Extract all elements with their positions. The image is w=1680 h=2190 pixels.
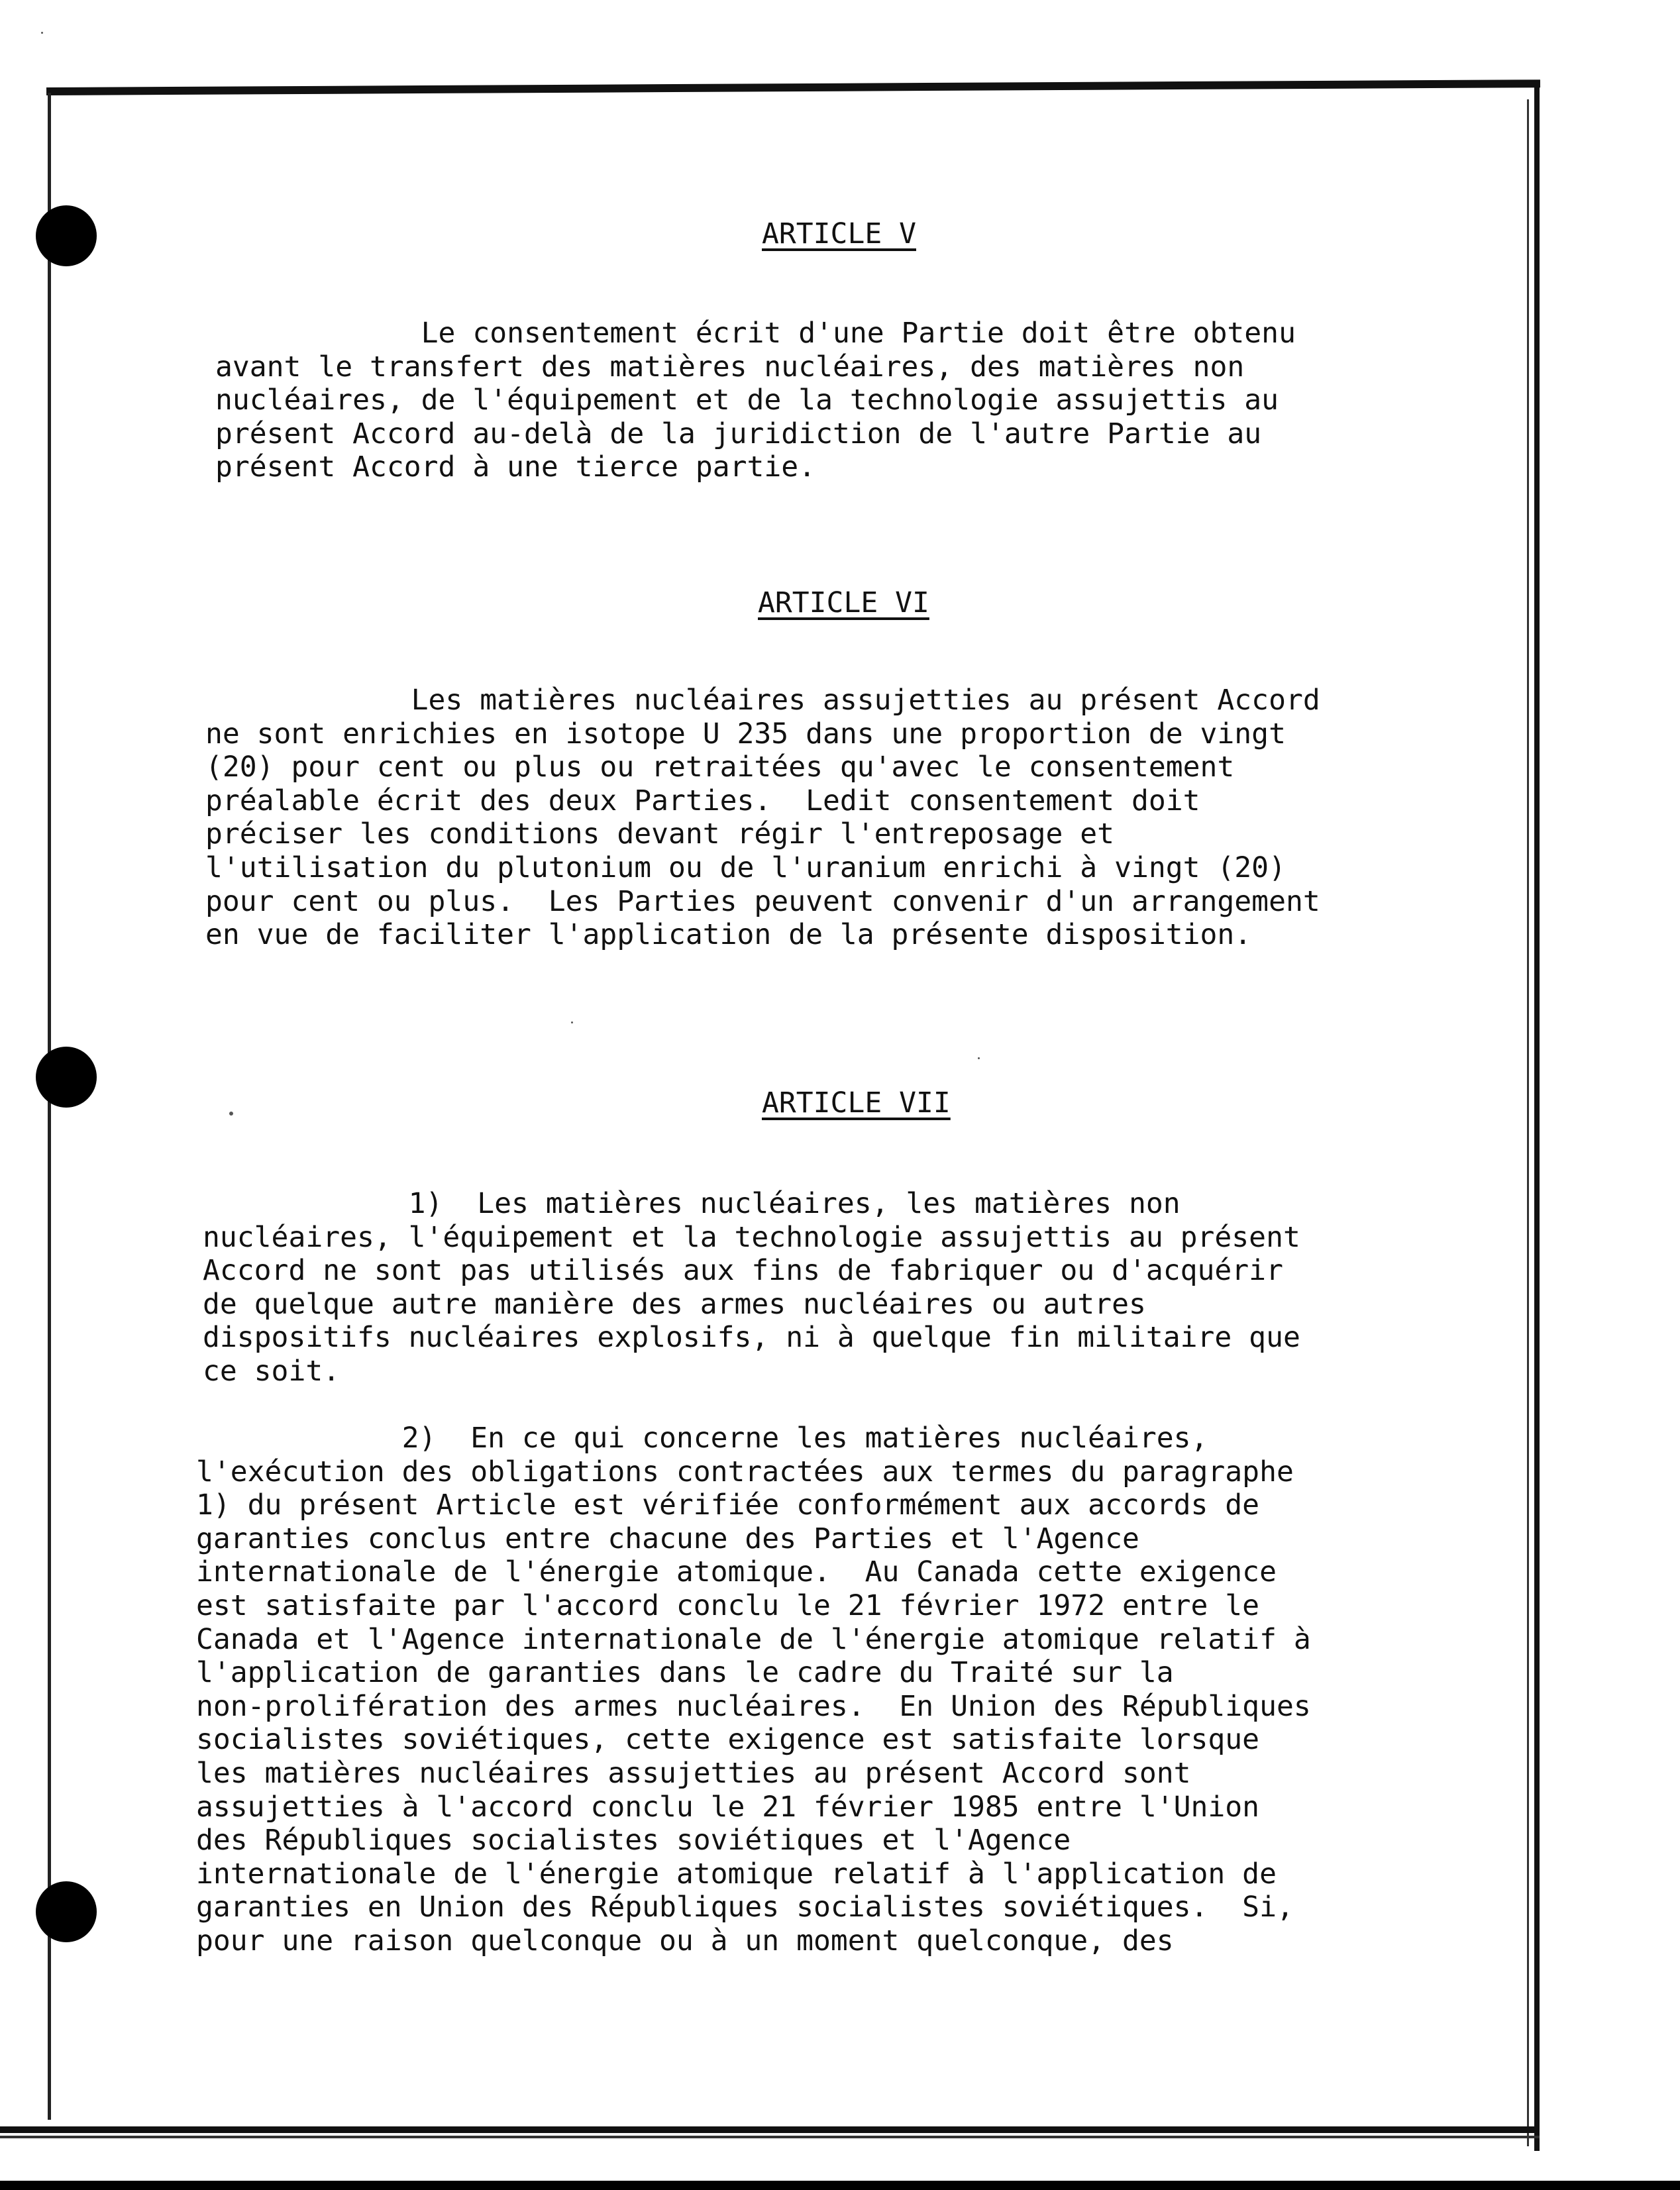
scan-speck bbox=[229, 1112, 233, 1116]
page-frame-left-border bbox=[48, 93, 51, 2120]
article-heading: ARTICLE V bbox=[762, 217, 916, 250]
article-paragraph: Le consentement écrit d'une Partie doit être obtenu avant le transfert des matières nucléaires, des matières non nucléaires, de l'équipement et de la technologie assujettis au présent Accord au-delà de la juridiction de l'autre Partie au présent Accord à une tierce partie. bbox=[215, 317, 1296, 484]
article-paragraph: Les matières nucléaires assujetties au présent Accord ne sont enrichies en isotope U 235 dans une proportion de vingt (20) pour cent ou plus ou retraitées qu'avec le consentement préalable écrit des deux Parties. Ledit consentement doit préciser les conditions devant régir l'entreposage et l'utilisation du plutonium ou de l'uranium enrichi à vingt (20) pour cent ou plus. Les Parties peuvent convenir d'un arrangement en vue de faciliter l'application de la présente disposition. bbox=[205, 684, 1320, 952]
article-heading: ARTICLE VII bbox=[762, 1086, 951, 1120]
page-frame-right-border bbox=[1534, 87, 1540, 2151]
binder-hole-top bbox=[36, 205, 97, 266]
article-heading: ARTICLE VI bbox=[758, 586, 929, 619]
scan-speck bbox=[41, 32, 43, 34]
scan-speck bbox=[571, 1021, 573, 1023]
scan-bottom-edge bbox=[0, 2181, 1680, 2190]
article-paragraph: 2) En ce qui concerne les matières nucléaires, l'exécution des obligations contractées aux termes du paragraphe 1) du présent Article est vérifiée conformément aux accords de garanties conclus entre chacune des Parties et l'Agence internationale de l'énergie atomique. Au Canada cette exigence est satisfaite par l'accord conclu le 21 février 1972 entre le Canada et l'Agence internationale de l'énergie atomique relatif à l'application de garanties dans le cadre du Traité sur la non-prolifération des armes nucléaires. En Union des Républiques socialistes soviétiques, cette exigence est satisfaite lorsque les matières nucléaires assujetties au présent Accord sont assujetties à l'accord conclu le 21 février 1985 entre l'Union des Républiques socialistes soviétiques et l'Agence internationale de l'énergie atomique relatif à l'application de garanties en Union des Républiques socialistes soviétiques. Si, pour une raison quelconque ou à un moment quelconque, des bbox=[196, 1422, 1311, 1957]
page-frame-bottom-border bbox=[0, 2126, 1540, 2133]
scan-speck bbox=[978, 1057, 980, 1059]
article-paragraph: 1) Les matières nucléaires, les matières non nucléaires, l'équipement et la technologie assujettis au présent Accord ne sont pas utilisés aux fins de fabriquer ou d'acquérir de quelque autre manière des armes nucléaires ou autres dispositifs nucléaires explosifs, ni à quelque fin militaire que ce soit. bbox=[203, 1187, 1300, 1388]
page-frame-top-border bbox=[46, 79, 1540, 95]
page-frame-bottom-border-inner bbox=[0, 2136, 1540, 2138]
binder-hole-middle bbox=[36, 1047, 97, 1108]
binder-hole-bottom bbox=[36, 1881, 97, 1942]
page-frame-right-inner-border bbox=[1527, 99, 1529, 2146]
